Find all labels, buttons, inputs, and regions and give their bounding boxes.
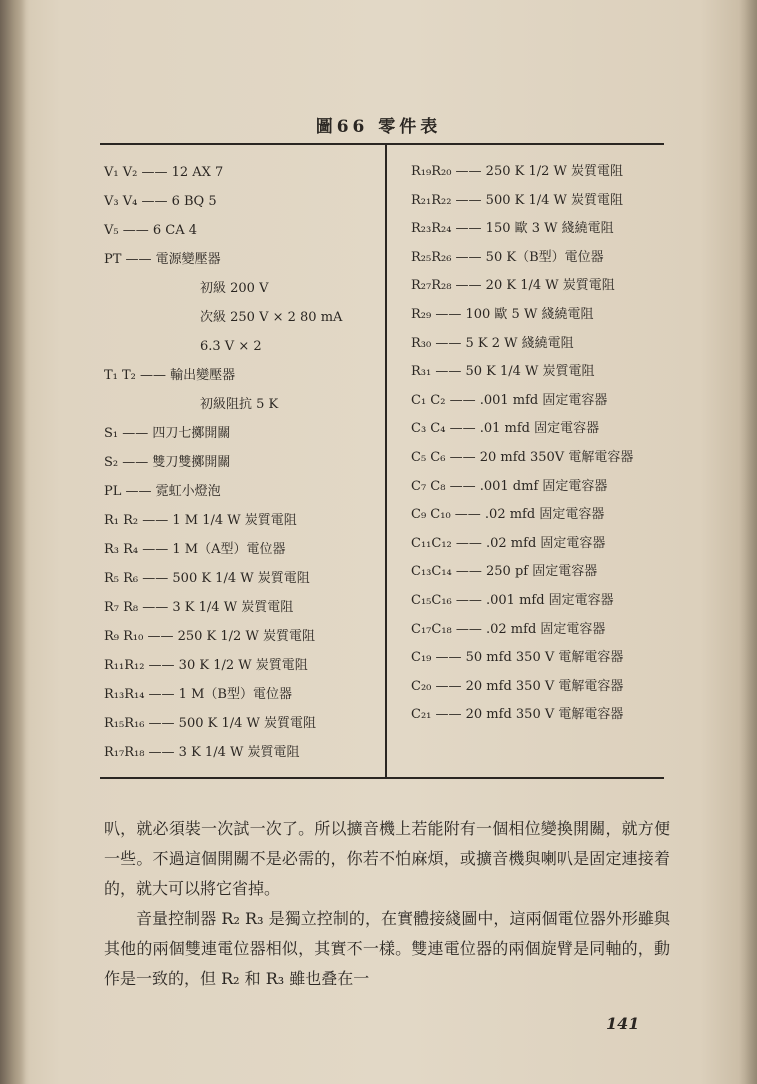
table-bottom-rule [100, 777, 664, 779]
part-row: R₂₅R₂₆ —— 50 K（B型）電位器 [411, 249, 604, 265]
part-row: R₁₉R₂₀ —— 250 K 1/2 W 炭質電阻 [411, 164, 624, 179]
part-row: C₂₁ —— 20 mfd 350 V 電解電容器 [411, 707, 624, 723]
parts-list-right [411, 158, 667, 730]
part-row: C₁₇C₁₈ —— .02 mfd 固定電容器 [411, 621, 606, 637]
part-row: C₂₀ —— 20 mfd 350 V 電解電容器 [411, 678, 624, 694]
part-row: R₁ R₂ —— 1 M 1/4 W 炭質電阻 [104, 513, 297, 528]
part-row: PT —— 電源變壓器 [104, 252, 221, 267]
paragraph: 叭，就必須裝一次試一次了。所以擴音機上若能附有一個相位變換開關，就方便一些。不過這個開關不是必需的，你若不怕麻煩，或擴音機與喇叭是固定連接着的，就大可以將它省掉。 [104, 819, 670, 898]
part-row: R₂₃R₂₄ —— 150 歐 3 W 綫繞電阻 [411, 221, 614, 237]
book-spine-shadow [0, 0, 26, 1084]
parts-list-left [104, 158, 382, 767]
part-row: C₁₁C₁₂ —— .02 mfd 固定電容器 [411, 535, 606, 551]
part-row: R₅ R₆ —— 500 K 1/4 W 炭質電阻 [104, 571, 310, 586]
part-row: V₅ —— 6 CA 4 [104, 223, 198, 238]
part-row: R₁₇R₁₈ —— 3 K 1/4 W 炭質電阻 [104, 745, 300, 760]
part-row: R₃ R₄ —— 1 M（A型）電位器 [104, 542, 286, 557]
part-row: C₅ C₆ —— 20 mfd 350V 電解電容器 [411, 449, 634, 465]
part-row: R₁₅R₁₆ —— 500 K 1/4 W 炭質電阻 [104, 716, 317, 731]
part-row: R₇ R₈ —— 3 K 1/4 W 炭質電阻 [104, 600, 294, 615]
part-row: S₁ —— 四刀七擲開關 [104, 426, 231, 441]
part-row: C₁₅C₁₆ —— .001 mfd 固定電容器 [411, 592, 614, 608]
body-text [104, 814, 670, 994]
part-row-detail: 6.3 V × 2 [200, 339, 262, 354]
part-row: R₁₃R₁₄ —— 1 M（B型）電位器 [104, 687, 292, 702]
part-row: R₃₀ —— 5 K 2 W 綫繞電阻 [411, 335, 574, 351]
part-row: R₁₁R₁₂ —— 30 K 1/2 W 炭質電阻 [104, 658, 308, 673]
table-top-rule [100, 143, 664, 145]
part-row: C₁₃C₁₄ —— 250 pf 固定電容器 [411, 564, 598, 580]
part-row: S₂ —— 雙刀雙擲開關 [104, 455, 231, 470]
paragraph: 音量控制器 R₂ R₃ 是獨立控制的，在實體接綫圖中，這兩個電位器外形雖與其他的兩個雙連電位器相似，其實不一樣。雙連電位器的兩個旋臂是同軸的，動作是一致的，但 R₂ 和 R₃ 雖也叠在一 [104, 909, 670, 988]
part-row: PL —— 霓虹小燈泡 [104, 484, 221, 499]
part-row-detail: 初級 200 V [200, 281, 269, 296]
part-row: C₉ C₁₀ —— .02 mfd 固定電容器 [411, 507, 605, 523]
part-row: R₂₉ —— 100 歐 5 W 綫繞電阻 [411, 306, 594, 322]
part-row-detail: 初級阻抗 5 K [200, 397, 279, 412]
part-row-detail: 次級 250 V × 2 80 mA [200, 310, 343, 325]
part-row: T₁ T₂ —— 輸出變壓器 [104, 368, 236, 383]
part-row: C₁₉ —— 50 mfd 350 V 電解電容器 [411, 650, 624, 666]
part-row: V₃ V₄ —— 6 BQ 5 [104, 194, 217, 209]
part-row: R₉ R₁₀ —— 250 K 1/2 W 炭質電阻 [104, 629, 315, 644]
part-row: R₃₁ —— 50 K 1/4 W 炭質電阻 [411, 364, 595, 380]
part-row: C₁ C₂ —— .001 mfd 固定電容器 [411, 392, 608, 408]
part-row: C₇ C₈ —— .001 dmf 固定電容器 [411, 478, 608, 494]
part-row: V₁ V₂ —— 12 AX 7 [104, 165, 224, 180]
part-row: C₃ C₄ —— .01 mfd 固定電容器 [411, 421, 600, 437]
part-row: R₂₇R₂₈ —— 20 K 1/4 W 炭質電阻 [411, 278, 615, 294]
part-row: R₂₁R₂₂ —— 500 K 1/4 W 炭質電阻 [411, 192, 624, 208]
page-number: 141 [606, 1014, 640, 1033]
page-edge-shadow [739, 0, 757, 1084]
table-title: 圖66 零件表 [315, 117, 442, 137]
table-column-divider [385, 145, 387, 777]
